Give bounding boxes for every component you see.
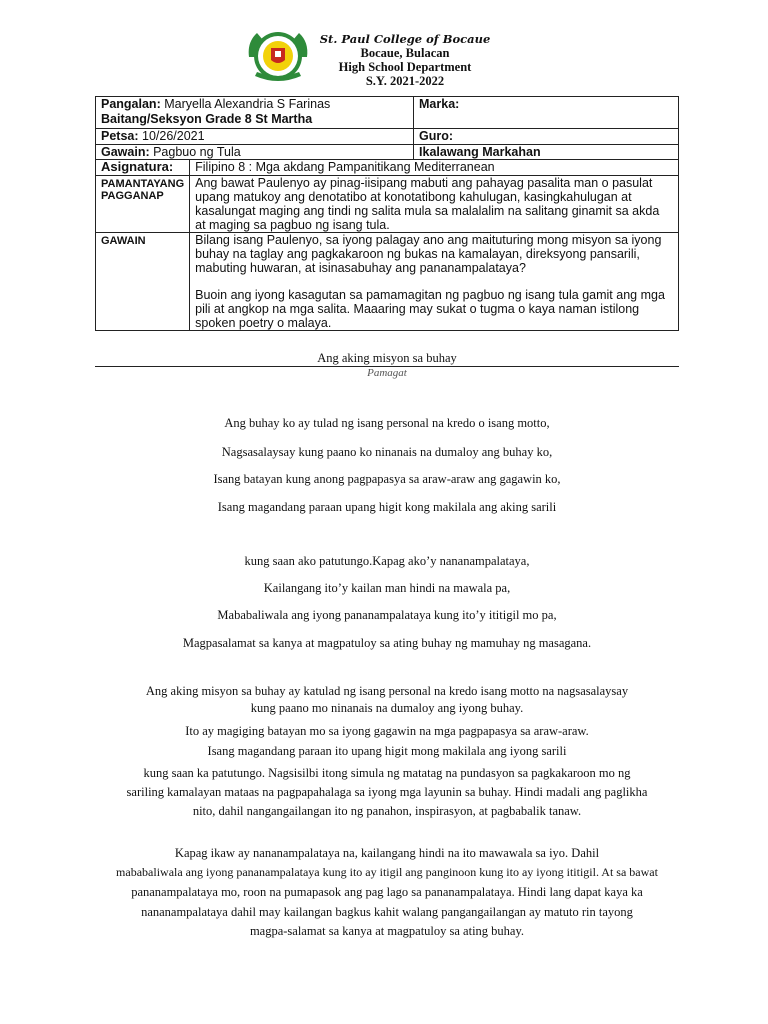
essay-line: sariling kamalayan mataas na pagpapahalaga sa iyong mga layunin sa buhay. Hindi madali ang paglikha	[126, 785, 648, 799]
pamantayan-line: at maging sa pagbuo ng isang tula.	[195, 217, 390, 232]
poem-line: Magpasalamat sa kanya at magpatuloy sa ating buhay ng mamuhay ng masagana.	[182, 636, 592, 650]
gawain-task-line: Bilang isang Paulenyo, sa iyong palagay ano ang maituturing mong misyon sa iyong	[195, 232, 662, 247]
info-row-pangalan	[96, 97, 679, 129]
info-row-gawain	[96, 144, 679, 160]
guro-cell: Guro:	[414, 129, 679, 145]
gawain-task-line: mabuting huwaran, at isinasabuhay ang pananampalataya?	[195, 260, 526, 275]
info-row-petsa	[96, 129, 679, 145]
pangalan-label: Pangalan:	[101, 97, 161, 111]
gawain-cell	[96, 144, 414, 160]
essay-line: kung saan ka patutungo. Nagsisilbi itong simula ng matatag na pundasyon sa pagkakaroon mo ng	[143, 766, 631, 780]
essay-line: Kapag ikaw ay nananampalataya na, kailangang hindi na ito mawawala sa iyo. Dahil	[174, 846, 600, 860]
pamantayan-label-cell	[96, 175, 190, 232]
petsa-value: 10/26/2021	[138, 129, 205, 143]
gawain-task-cell	[190, 232, 679, 330]
essay-line: Ito ay magiging batayan mo sa iyong gagawin na mga pagpapasya sa araw-araw.	[185, 724, 589, 738]
school-name: St. Paul College of Bocaue	[319, 32, 491, 46]
gawain-task-label: GAWAIN	[96, 232, 190, 330]
essay-line: Isang magandang paraan ito upang higit mong makilala ang iyong sarili	[207, 744, 567, 758]
paragraph-gap	[195, 275, 673, 288]
essay-line: magpa-salamat sa kanya at magpatuloy sa ating buhay.	[249, 924, 525, 938]
markahan-cell: Ikalawang Markahan	[414, 144, 679, 160]
gawain-task-line: pili at angkop na mga salita. Maaaring may sukat o tugma o kaya naman istilong	[195, 301, 640, 316]
pamantayan-text-cell	[190, 175, 679, 232]
poem-line: Isang batayan kung anong pagpapasya sa araw-araw ang gagawin ko,	[213, 472, 561, 486]
pamantayan-line: Ang bawat Paulenyo ay pinag-iisipang mabuti ang pahayag pasalita man o pasulat	[195, 175, 653, 190]
essay-line: Ang aking misyon sa buhay ay katulad ng isang personal na kredo isang motto na nagsasalaysay	[145, 684, 629, 698]
school-year: S.Y. 2021-2022	[365, 74, 445, 88]
essay-line: pananampalataya mo, roon na pumapasok ang pag lago sa pananampalataya. Hindi lang dapat kaya ka	[131, 885, 643, 899]
pamantayan-label-line-1: PAMANTAYANG	[101, 177, 185, 190]
asignatura-value: Filipino 8 : Mga akdang Pampanitikang Mediterranean	[190, 160, 679, 176]
school-department: High School Department	[338, 60, 472, 74]
gawain-task-line: buhay na taglay ang pagkakaroon ng bukas na kamalayan, direksyong pansarili,	[195, 246, 640, 261]
poem-line: Nagsasalaysay kung paano ko ninanais na dumaloy ang buhay ko,	[221, 445, 553, 459]
essay-line: mababaliwala ang iyong pananampalataya kung ito ay itigil ang panginoon kung ito ay iyong ititigil. At sa bawat	[116, 865, 658, 879]
gawain-label: Gawain:	[101, 144, 150, 159]
poem-line: Mababaliwala ang iyong pananampalataya kung ito’y ititigil mo pa,	[217, 608, 557, 622]
poem-line: Kailangang ito’y kailan man hindi na mawala pa,	[263, 581, 511, 595]
petsa-cell	[96, 129, 414, 145]
gawain-value: Pagbuo ng Tula	[149, 144, 241, 159]
info-row-asignatura	[96, 160, 679, 176]
marka-cell: Marka:	[414, 97, 679, 129]
petsa-label: Petsa:	[101, 129, 139, 143]
poem-line: Isang magandang paraan upang higit kong makilala ang aking sarili	[217, 500, 557, 514]
pangalan-value: Maryella Alexandria S Farinas	[160, 97, 331, 111]
gawain-task-line: Buoin ang iyong kasagutan sa pamamagitan ng pagbuo ng isang tula gamit ang mga	[195, 287, 665, 302]
essay-line: nananampalataya dahil may kailangan bagkus kahit walang pangangailangan ay matuto rin tayong	[141, 905, 633, 919]
gawain-task-line: spoken poetry o malaya.	[195, 315, 332, 330]
info-row-gawain-task	[96, 232, 679, 330]
poem-line: Ang buhay ko ay tulad ng isang personal na kredo o isang motto,	[224, 416, 550, 430]
school-location: Bocaue, Bulacan	[360, 46, 450, 60]
baitang-label: Baitang/Seksyon Grade 8 St Martha	[101, 111, 313, 126]
pamantayan-line: kasalungat maging ang tindi ng salita mula sa malalalim na salitang ginamit sa akda	[195, 203, 660, 218]
document-header	[0, 22, 768, 92]
activity-info-table	[95, 96, 679, 331]
essay-line: kung paano mo ninanais na dumaloy ang iyong buhay.	[250, 701, 524, 715]
essay-line: nito, dahil nangangailangan ito ng panahon, inspirasyon, at pagbabalik tanaw.	[192, 804, 582, 818]
school-heading	[300, 32, 510, 88]
pamantayan-label-line-2: PAGGANAP	[101, 190, 164, 202]
poem-title: Ang aking misyon sa buhay	[317, 351, 457, 365]
info-row-pamantayan	[96, 175, 679, 232]
asignatura-label: Asignatura:	[96, 160, 190, 176]
pangalan-cell	[96, 97, 414, 129]
pamantayan-line: upang matukoy ang denotatibo at konotatibong kahulugan, kasingkahulugan at	[195, 189, 632, 204]
poem-line: kung saan ako patutungo.Kapag ako’y nananampalataya,	[244, 554, 530, 568]
poem-title-caption: Pamagat	[367, 367, 407, 379]
